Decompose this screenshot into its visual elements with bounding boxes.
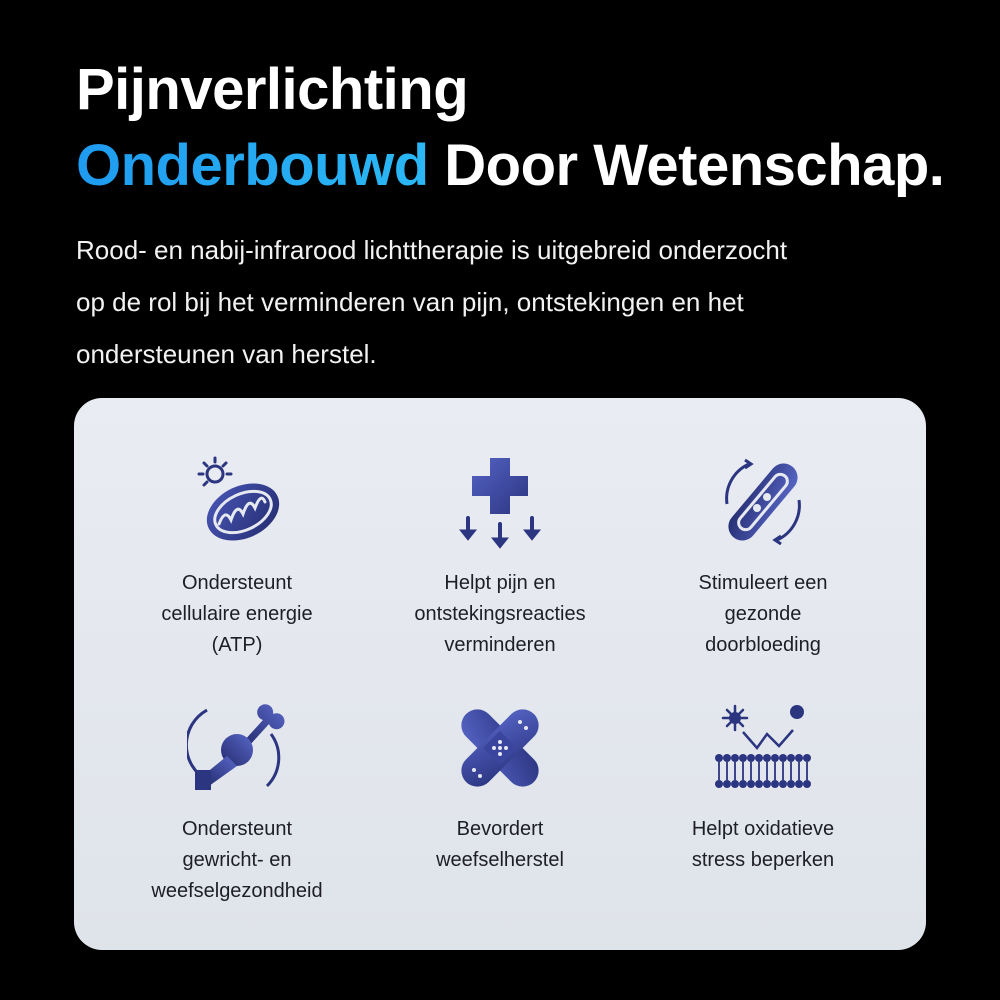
feature-label: Helpt pijn en ontstekingsreacties verminderen	[414, 572, 586, 656]
intro-paragraph	[76, 224, 956, 380]
intro-line-1: Rood- en nabij-infrarood lichttherapie is uitgebreid onderzocht	[76, 235, 788, 265]
joint-icon	[187, 698, 287, 798]
feature-item	[628, 452, 898, 661]
cell-membrane-icon	[713, 698, 813, 798]
title-rest: Door Wetenschap.	[444, 133, 945, 198]
benefits-card	[74, 398, 926, 950]
feature-item	[365, 698, 635, 876]
intro-line-3: ondersteunen van herstel.	[76, 339, 377, 369]
feature-item	[628, 698, 898, 876]
feature-label: Ondersteunt gewricht- en weefselgezondheid	[151, 818, 323, 902]
title-line-1: Pijnverlichting	[76, 57, 469, 122]
feature-item	[102, 452, 372, 661]
feature-item	[102, 698, 372, 907]
feature-label: Ondersteunt cellulaire energie (ATP)	[161, 572, 313, 656]
intro-line-2: op de rol bij het verminderen van pijn, ontstekingen en het	[76, 287, 744, 317]
feature-label: Helpt oxidatieve stress beperken	[691, 818, 835, 871]
feature-item	[365, 452, 635, 661]
feature-label: Bevordert weefselherstel	[436, 818, 564, 871]
title-accent: Onderbouwd	[76, 133, 429, 198]
feature-label: Stimuleert een gezonde doorbloeding	[698, 572, 828, 656]
bandage-icon	[450, 698, 550, 798]
medical-cross-icon	[450, 452, 550, 552]
blood-vessel-icon	[713, 452, 813, 552]
mitochondria-icon	[187, 452, 287, 552]
page-title	[76, 52, 944, 204]
